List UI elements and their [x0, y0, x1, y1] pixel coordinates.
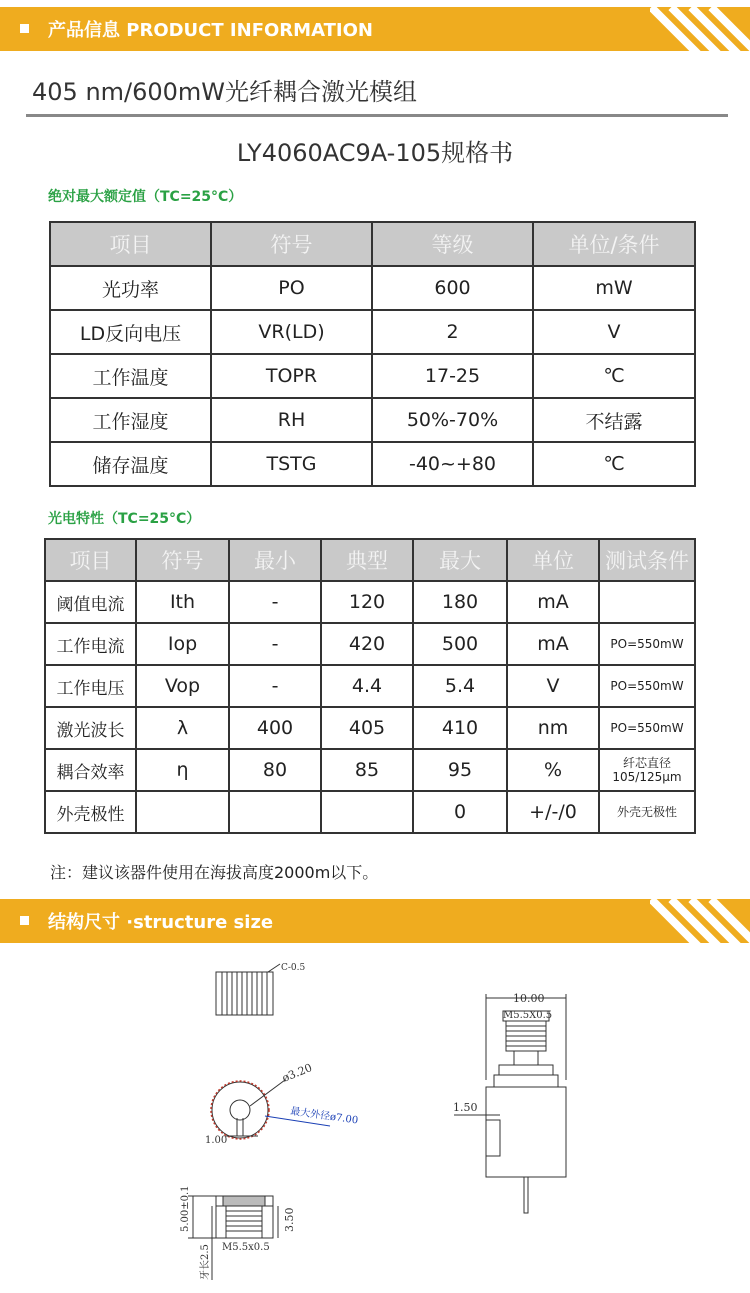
table-cell: 4.4 [321, 665, 413, 707]
structure-drawings [0, 940, 750, 1293]
table-cell: 工作温度 [50, 354, 211, 398]
drawing-label: 1.50 [453, 1101, 478, 1114]
product-title: 405 nm/600mW光纤耦合激光模组 [32, 78, 418, 106]
header-cell: 项目 [50, 222, 211, 266]
table-cell: VR(LD) [211, 310, 372, 354]
bullet-square-icon [20, 24, 29, 33]
spec-sheet-title: LY4060AC9A-105规格书 [236, 139, 514, 167]
electro-optical-table [44, 538, 696, 834]
banner-title: 产品信息 PRODUCT INFORMATION [48, 20, 373, 41]
table-cell: 纤芯直径 105/125μm [599, 749, 695, 791]
header-cell: 单位 [507, 539, 599, 581]
header-cell: 项目 [45, 539, 136, 581]
table-cell: 120 [321, 581, 413, 623]
table-cell: 50%-70% [372, 398, 533, 442]
table-row [50, 398, 695, 442]
table-row [45, 623, 695, 665]
table-cell: Ith [136, 581, 229, 623]
stripes-decoration-icon [650, 7, 750, 51]
table-cell: 工作电压 [45, 665, 136, 707]
header-cell: 符号 [211, 222, 372, 266]
table-cell: Iop [136, 623, 229, 665]
table-row [50, 310, 695, 354]
table-row [45, 749, 695, 791]
bullet-square-icon [20, 916, 29, 925]
header-cell: 典型 [321, 539, 413, 581]
max-ratings-table [49, 221, 696, 487]
table-cell [229, 791, 321, 833]
table-cell: TSTG [211, 442, 372, 486]
drawing-label: C-0.5 [281, 963, 306, 973]
table-cell: 80 [229, 749, 321, 791]
table-cell: PO [211, 266, 372, 310]
table-cell: - [229, 665, 321, 707]
table-cell: 光功率 [50, 266, 211, 310]
table-cell: 410 [413, 707, 507, 749]
table-cell: mW [533, 266, 695, 310]
table-cell: +/-/0 [507, 791, 599, 833]
table-row [45, 581, 695, 623]
table-cell [321, 791, 413, 833]
table-cell: 0 [413, 791, 507, 833]
table-row [45, 665, 695, 707]
table-cell: PO=550mW [599, 665, 695, 707]
table-cell: Vop [136, 665, 229, 707]
table-row [50, 442, 695, 486]
table-cell: λ [136, 707, 229, 749]
header-cell: 测试条件 [599, 539, 695, 581]
table-cell: RH [211, 398, 372, 442]
drawing-label: M5.5X0.5 [503, 1010, 553, 1021]
header-cell: 单位/条件 [533, 222, 695, 266]
table-cell [599, 581, 695, 623]
table-cell: V [507, 665, 599, 707]
banner-title: 结构尺寸 ·structure size [48, 912, 274, 933]
table-cell: -40~+80 [372, 442, 533, 486]
table-cell: 85 [321, 749, 413, 791]
section-banner-product-info [0, 7, 750, 51]
module-side-view [453, 992, 566, 1213]
altitude-note: 注：建议该器件使用在海拔高度2000m以下。 [50, 863, 379, 882]
header-cell: 最小 [229, 539, 321, 581]
table-row [50, 266, 695, 310]
header-cell: 符号 [136, 539, 229, 581]
drawing-label: 1.00 [205, 1135, 228, 1146]
table-cell: 95 [413, 749, 507, 791]
table-cell: 外壳无极性 [599, 791, 695, 833]
table-cell: V [533, 310, 695, 354]
table-cell: PO=550mW [599, 623, 695, 665]
table-cell: η [136, 749, 229, 791]
table-cell: - [229, 581, 321, 623]
table-header-row [45, 539, 695, 581]
drawing-label: 5.00±0.1 [180, 1185, 191, 1232]
section-title-electro-optical: 光电特性（TC=25°C） [48, 511, 201, 527]
table-cell: ℃ [533, 442, 695, 486]
drawing-label: 牙长2.5 [200, 1244, 211, 1280]
table-cell: 405 [321, 707, 413, 749]
nut-section-view [180, 1185, 296, 1280]
drawing-label: M5.5x0.5 [222, 1242, 270, 1253]
table-cell [136, 791, 229, 833]
table-row [50, 354, 695, 398]
table-cell: 420 [321, 623, 413, 665]
drawing-label: 10.00 [513, 992, 545, 1005]
stripes-decoration-icon [650, 899, 750, 943]
table-cell: mA [507, 623, 599, 665]
nut-side-view [216, 963, 306, 1015]
table-cell: 储存温度 [50, 442, 211, 486]
nut-front-view [205, 1061, 359, 1146]
table-cell: 2 [372, 310, 533, 354]
table-cell: 激光波长 [45, 707, 136, 749]
table-cell: 180 [413, 581, 507, 623]
table-cell: 500 [413, 623, 507, 665]
drawing-label: 3.50 [283, 1207, 296, 1232]
table-cell: 5.4 [413, 665, 507, 707]
table-cell: PO=550mW [599, 707, 695, 749]
drawing-label: ø3.20 [280, 1061, 314, 1085]
table-cell: 不结露 [533, 398, 695, 442]
table-cell: 工作湿度 [50, 398, 211, 442]
section-banner-structure-size [0, 899, 750, 943]
table-cell: - [229, 623, 321, 665]
table-row [45, 791, 695, 833]
table-cell: 17-25 [372, 354, 533, 398]
table-cell: nm [507, 707, 599, 749]
table-cell: 400 [229, 707, 321, 749]
table-row [45, 707, 695, 749]
table-cell: LD反向电压 [50, 310, 211, 354]
table-cell: mA [507, 581, 599, 623]
header-cell: 最大 [413, 539, 507, 581]
table-cell: 外壳极性 [45, 791, 136, 833]
table-cell: % [507, 749, 599, 791]
table-cell: 600 [372, 266, 533, 310]
table-cell: ℃ [533, 354, 695, 398]
table-cell: 耦合效率 [45, 749, 136, 791]
header-cell: 等级 [372, 222, 533, 266]
section-title-max-ratings: 绝对最大额定值（TC=25°C） [48, 189, 243, 205]
table-cell: 阈值电流 [45, 581, 136, 623]
title-divider [26, 114, 728, 117]
table-cell: 工作电流 [45, 623, 136, 665]
table-cell: TOPR [211, 354, 372, 398]
drawing-label: 最大外径ø7.00 [289, 1106, 359, 1127]
table-header-row [50, 222, 695, 266]
